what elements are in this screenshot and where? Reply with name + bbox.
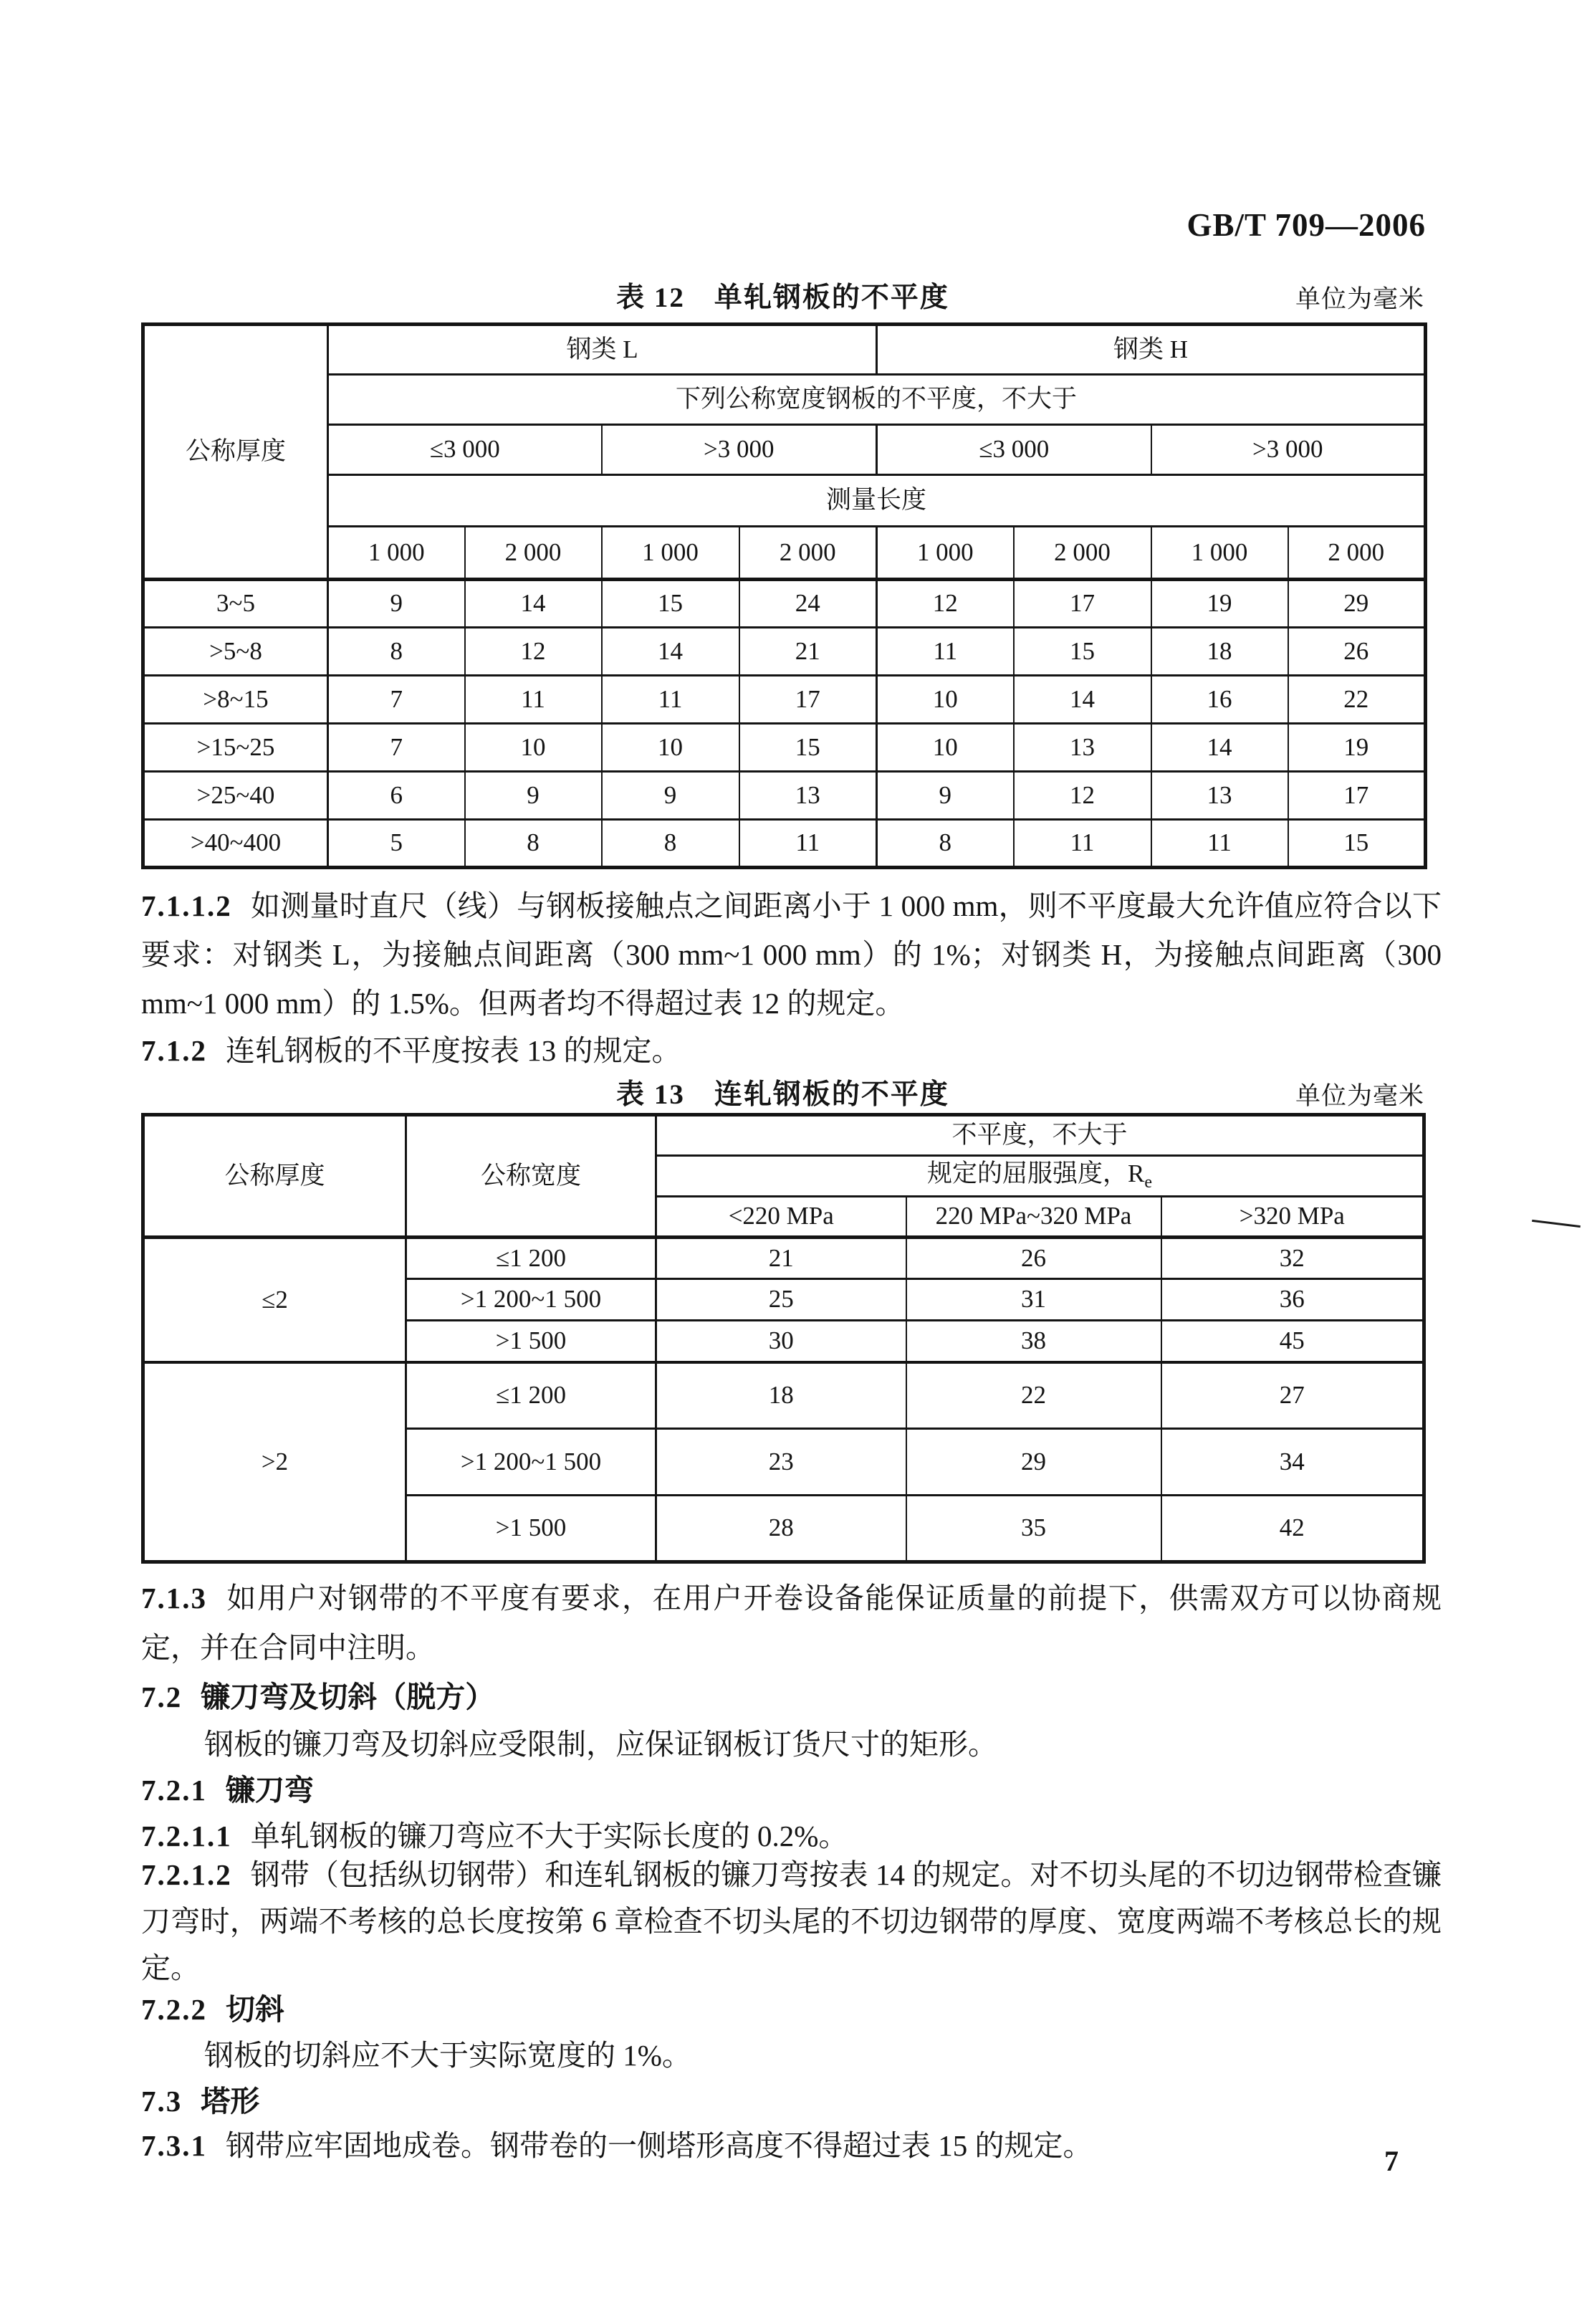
t13-value-cell: 26 [906, 1238, 1161, 1279]
section-number: 7.2.1.2 [141, 1858, 232, 1891]
section-number: 7.2.2 [141, 1993, 207, 2026]
t12-length-header: 1 000 [877, 527, 1014, 580]
section-number: 7.3 [141, 2085, 183, 2118]
t12-value-cell: 8 [465, 820, 602, 868]
t13-width-header: 公称宽度 [406, 1115, 656, 1238]
t12-class-h-header: 钢类 H [877, 325, 1426, 375]
t12-value-cell: 14 [1014, 676, 1151, 724]
section-number: 7.2.1.1 [141, 1819, 232, 1852]
t13-value-cell: 35 [906, 1496, 1161, 1562]
heading-title: 塔形 [201, 2085, 260, 2118]
t12-value-cell: 14 [1151, 724, 1288, 772]
t12-value-cell: 8 [328, 628, 465, 676]
section-number: 7.1.1.2 [141, 889, 232, 922]
t12-thickness-header: 公称厚度 [143, 325, 328, 580]
yield-strength-subscript: e [1144, 1172, 1153, 1192]
t12-value-cell: 12 [465, 628, 602, 676]
t13-value-cell: 28 [656, 1496, 906, 1562]
t12-value-cell: 7 [328, 676, 465, 724]
t12-value-cell: 10 [877, 724, 1014, 772]
section-7.2.2-body [141, 2031, 1442, 2080]
standard-number: GB/T 709—2006 [1186, 207, 1426, 243]
t13-thickness-cell: >2 [143, 1362, 406, 1562]
table-row [143, 527, 1426, 580]
t13-value-cell: 31 [906, 1279, 1161, 1321]
section-7.1.3 [141, 1574, 1442, 1673]
section-text: 钢板的切斜应不大于实际宽度的 1%。 [204, 2039, 691, 2072]
t13-strength-col-header: >320 MPa [1161, 1197, 1424, 1238]
table12-unit-note: 单位为毫米 [1295, 285, 1424, 313]
t12-length-header: 1 000 [1151, 527, 1288, 580]
t12-value-cell: 10 [877, 676, 1014, 724]
t13-yield-strength-header [656, 1156, 1424, 1197]
t12-value-cell: 6 [328, 772, 465, 820]
table-13-flatness-continuous-rolled [141, 1113, 1426, 1564]
heading-7.3 [141, 2077, 1442, 2125]
t12-value-cell: 15 [1014, 628, 1151, 676]
t13-value-cell: 32 [1161, 1238, 1424, 1279]
section-number: 7.1.3 [141, 1582, 207, 1615]
t12-value-cell: 21 [739, 628, 877, 676]
table-row [143, 580, 1426, 628]
t12-value-cell: 11 [602, 676, 739, 724]
t12-value-cell: 29 [1288, 580, 1426, 628]
table13-caption-row [141, 1072, 1424, 1109]
t13-width-cell: >1 200~1 500 [406, 1279, 656, 1321]
heading-7.2.2 [141, 1985, 1442, 2034]
t12-value-cell: 17 [1288, 772, 1426, 820]
table-row [143, 772, 1426, 820]
t12-class-l-header: 钢类 L [328, 325, 877, 375]
table-row [143, 724, 1426, 772]
t12-value-cell: 11 [465, 676, 602, 724]
t12-value-cell: 11 [739, 820, 877, 868]
t12-thickness-cell: 3~5 [143, 580, 328, 628]
table-row [143, 820, 1426, 868]
t13-value-cell: 36 [1161, 1279, 1424, 1321]
t12-value-cell: 18 [1151, 628, 1288, 676]
t13-value-cell: 29 [906, 1429, 1161, 1496]
table-row [143, 676, 1426, 724]
t12-value-cell: 13 [1014, 724, 1151, 772]
t12-value-cell: 11 [1014, 820, 1151, 868]
t12-value-cell: 13 [1151, 772, 1288, 820]
t12-value-cell: 11 [1151, 820, 1288, 868]
t12-value-cell: 15 [1288, 820, 1426, 868]
t13-value-cell: 18 [656, 1362, 906, 1429]
table-row [143, 325, 1426, 375]
section-text: 钢带（包括纵切钢带）和连轧钢板的镰刀弯按表 14 的规定。对不切头尾的不切边钢带检查镰刀弯时，两端不考核的总长度按第 6 章检查不切头尾的不切边钢带的厚度、宽度两端不考核总长的规定。 [141, 1858, 1442, 1984]
t12-value-cell: 9 [328, 580, 465, 628]
t12-value-cell: 17 [739, 676, 877, 724]
table12-caption: 表 12 单轧钢板的不平度 [616, 282, 949, 313]
section-text: 钢板的镰刀弯及切斜应受限制，应保证钢板订货尺寸的矩形。 [204, 1728, 997, 1761]
heading-title: 镰刀弯及切斜（脱方） [201, 1680, 495, 1713]
table-row [143, 628, 1426, 676]
t12-measure-length-header: 测量长度 [328, 475, 1426, 527]
t12-length-header: 2 000 [1014, 527, 1151, 580]
t12-value-cell: 9 [465, 772, 602, 820]
section-7.1.1.2 [141, 881, 1442, 1028]
t12-width-col-header: ≤3 000 [877, 425, 1151, 475]
t12-value-cell: 16 [1151, 676, 1288, 724]
t12-value-cell: 15 [739, 724, 877, 772]
table-row [143, 375, 1426, 425]
t13-value-cell: 45 [1161, 1321, 1424, 1362]
t12-thickness-cell: >15~25 [143, 724, 328, 772]
section-text: 连轧钢板的不平度按表 13 的规定。 [226, 1034, 681, 1067]
t12-value-cell: 7 [328, 724, 465, 772]
t12-value-cell: 19 [1151, 580, 1288, 628]
section-7.2-body [141, 1720, 1442, 1769]
table-row [143, 1238, 1424, 1279]
t12-thickness-cell: >25~40 [143, 772, 328, 820]
table12-caption-row [141, 275, 1424, 312]
t12-value-cell: 8 [602, 820, 739, 868]
t13-width-cell: >1 500 [406, 1321, 656, 1362]
t13-value-cell: 30 [656, 1321, 906, 1362]
t12-length-header: 1 000 [328, 527, 465, 580]
t12-value-cell: 14 [465, 580, 602, 628]
t13-width-cell: ≤1 200 [406, 1362, 656, 1429]
t13-value-cell: 23 [656, 1429, 906, 1496]
section-number: 7.1.2 [141, 1034, 207, 1067]
t12-value-cell: 9 [602, 772, 739, 820]
t13-value-cell: 22 [906, 1362, 1161, 1429]
t13-value-cell: 42 [1161, 1496, 1424, 1562]
table-12-flatness-single-rolled [141, 322, 1427, 869]
t12-length-header: 2 000 [1288, 527, 1426, 580]
t12-value-cell: 12 [1014, 772, 1151, 820]
section-7.1.2 [141, 1026, 1442, 1075]
scan-artifact-mark [1532, 1220, 1581, 1228]
t13-strength-col-header: <220 MPa [656, 1197, 906, 1238]
table-row [143, 1115, 1424, 1156]
t12-value-cell: 10 [602, 724, 739, 772]
section-text: 如用户对钢带的不平度有要求，在用户开卷设备能保证质量的前提下，供需双方可以协商规定，并在合同中注明。 [141, 1582, 1442, 1664]
t12-value-cell: 15 [602, 580, 739, 628]
t13-width-cell: ≤1 200 [406, 1238, 656, 1279]
section-text: 如测量时直尺（线）与钢板接触点之间距离小于 1 000 mm，则不平度最大允许值应符合以下要求：对钢类 L，为接触点间距离（300 mm~1 000 mm）的 1%；对钢类 H，为接触点间距离（300 mm~1 000 mm）的 1.5%。但两者均不得超过表 12 的规定。 [141, 889, 1442, 1020]
t13-value-cell: 21 [656, 1238, 906, 1279]
table13-unit-note: 单位为毫米 [1295, 1082, 1424, 1110]
section-7.3.1 [141, 2121, 1442, 2170]
page-number: 7 [1384, 2145, 1399, 2177]
section-number: 7.2.1 [141, 1774, 207, 1807]
t13-thickness-cell: ≤2 [143, 1238, 406, 1362]
t12-thickness-cell: >5~8 [143, 628, 328, 676]
t12-width-note: 下列公称宽度钢板的不平度，不大于 [328, 375, 1426, 425]
t13-width-cell: >1 500 [406, 1496, 656, 1562]
t13-strength-col-header: 220 MPa~320 MPa [906, 1197, 1161, 1238]
section-number: 7.3.1 [141, 2129, 207, 2162]
t12-value-cell: 24 [739, 580, 877, 628]
t12-thickness-cell: >40~400 [143, 820, 328, 868]
heading-7.2 [141, 1673, 1442, 1721]
t13-flatness-note: 不平度，不大于 [656, 1115, 1424, 1156]
table13-caption: 表 13 连轧钢板的不平度 [616, 1079, 949, 1110]
t13-value-cell: 25 [656, 1279, 906, 1321]
t13-value-cell: 34 [1161, 1429, 1424, 1496]
t12-length-header: 2 000 [739, 527, 877, 580]
t12-value-cell: 9 [877, 772, 1014, 820]
table-row [143, 475, 1426, 527]
t12-width-col-header: >3 000 [602, 425, 877, 475]
table-row [143, 425, 1426, 475]
t12-length-header: 2 000 [465, 527, 602, 580]
section-number: 7.2 [141, 1680, 183, 1713]
t12-length-header: 1 000 [602, 527, 739, 580]
t13-value-cell: 27 [1161, 1362, 1424, 1429]
t12-thickness-cell: >8~15 [143, 676, 328, 724]
section-text: 钢带应牢固地成卷。钢带卷的一侧塔形高度不得超过表 15 的规定。 [226, 2129, 1093, 2162]
section-7.2.1.2 [141, 1852, 1442, 1991]
t12-width-col-header: >3 000 [1151, 425, 1426, 475]
t12-value-cell: 8 [877, 820, 1014, 868]
heading-7.2.1 [141, 1766, 1442, 1814]
t12-value-cell: 11 [877, 628, 1014, 676]
section-text: 单轧钢板的镰刀弯应不大于实际长度的 0.2%。 [250, 1819, 848, 1852]
t13-thickness-header: 公称厚度 [143, 1115, 406, 1238]
t12-value-cell: 12 [877, 580, 1014, 628]
t12-value-cell: 13 [739, 772, 877, 820]
t12-width-col-header: ≤3 000 [328, 425, 602, 475]
yield-strength-label: 规定的屈服强度，R [927, 1159, 1145, 1187]
t12-value-cell: 22 [1288, 676, 1426, 724]
t13-width-cell: >1 200~1 500 [406, 1429, 656, 1496]
heading-title: 切斜 [226, 1993, 284, 2026]
t12-value-cell: 26 [1288, 628, 1426, 676]
t12-value-cell: 14 [602, 628, 739, 676]
heading-title: 镰刀弯 [226, 1774, 314, 1807]
t13-value-cell: 38 [906, 1321, 1161, 1362]
t12-value-cell: 19 [1288, 724, 1426, 772]
t12-value-cell: 5 [328, 820, 465, 868]
t12-value-cell: 10 [465, 724, 602, 772]
table-row [143, 1362, 1424, 1429]
t12-value-cell: 17 [1014, 580, 1151, 628]
